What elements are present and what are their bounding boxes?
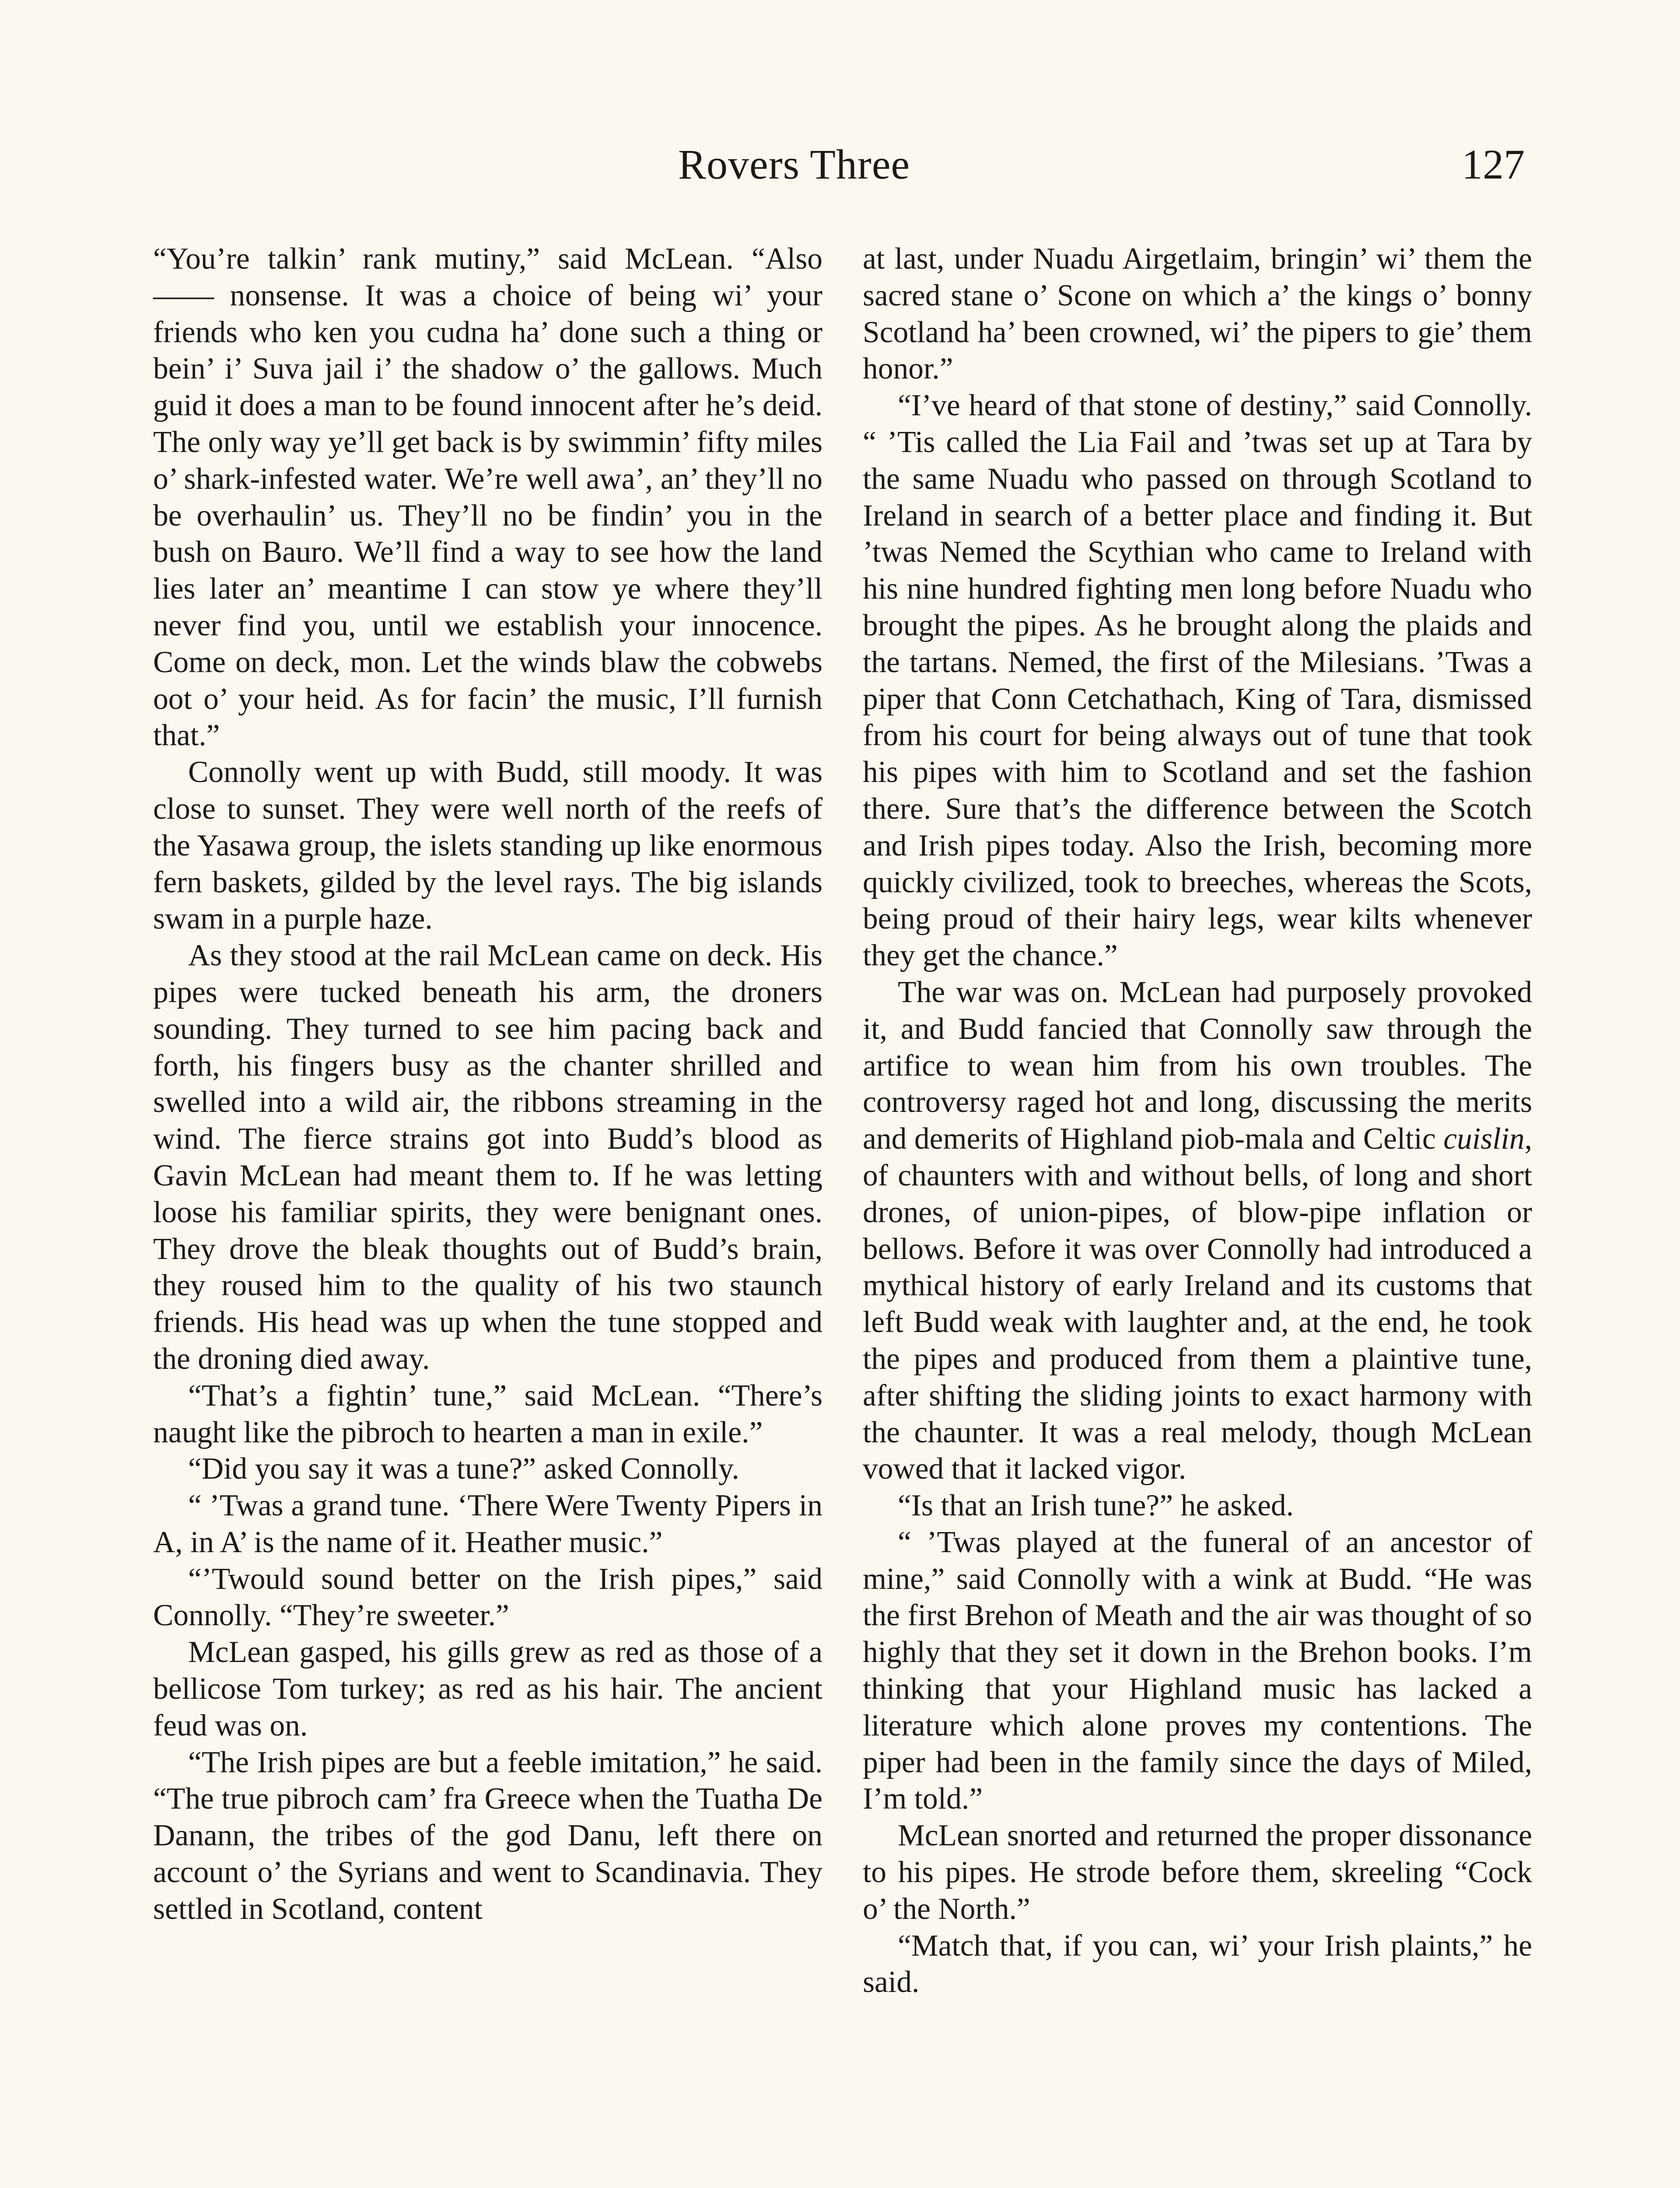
paragraph: “’Twould sound better on the Irish pipes,” said Connolly. “They’re sweeter.” [153, 1562, 822, 1633]
paragraph: “I’ve heard of that stone of destiny,” said Connolly. “ ’Tis called the Lia Fail and ’twas set up at Tara by the same Nuadu who passed on through Scotland to Ireland in search of a better place and finding it. But ’twas Nemed the Scythian who came to Ireland with his nine hundred fighting men long before Nuadu who brought the pipes. As he brought along the plaids and the tartans. Nemed, the first of the Milesians. ’Twas a piper that Conn Cetchathach, King of Tara, dismissed from his court for being always out of tune that took his pipes with him to Scotland and set the fashion there. Sure that’s the difference between the Scotch and Irish pipes today. Also the Irish, becoming more quickly civilized, took to breeches, whereas the Scots, being proud of their hairy legs, wear kilts whenever they get the chance.” [863, 389, 1532, 973]
text-column-right [863, 241, 1532, 2001]
paragraph: “The Irish pipes are but a feeble imitation,” he said. “The true pibroch cam’ fra Greece when the Tuatha De Danann, the tribes of the god Danu, left there on account o’ the Syrians and went to Scandinavia. They settled in Scotland, content [153, 1745, 822, 1926]
running-header [0, 140, 1680, 197]
page-number: 127 [1462, 141, 1525, 188]
paragraph: “ ’Twas a grand tune. ‘There Were Twenty Pipers in A, in A’ is the name of it. Heather music.” [153, 1489, 822, 1559]
paragraph: The war was on. McLean had purposely provoked it, and Budd fancied that Connolly saw through the artifice to wean him from his own troubles. The controversy raged hot and long, discussing the merits and demerits of Highland piob-mala and Celtic cuislin, of chaunters with and without bells, of long and short drones, of union-pipes, of blow-pipe inflation or bellows. Before it was over Connolly had introduced a mythical history of early Ireland and its customs that left Budd weak with laughter and, at the end, he took the pipes and produced from them a plaintive tune, after shifting the sliding joints to exact harmony with the chaunter. It was a real melody, though McLean vowed that it lacked vigor. [863, 975, 1532, 1486]
paragraph: “Did you say it was a tune?” asked Connolly. [188, 1452, 739, 1486]
italic-term: cuislin [1443, 1122, 1525, 1156]
paragraph: “You’re talkin’ rank mutiny,” said McLean. “Also —— nonsense. It was a choice of being wi’ your friends who ken you cudna ha’ done such a thing or bein’ i’ Suva jail i’ the shadow o’ the gallows. Much guid it does a man to be found innocent after he’s deid. The only way ye’ll get back is by swimmin’ fifty miles o’ shark-infested water. We’re well awa’, an’ they’ll no be overhaulin’ us. They’ll no be findin’ you in the bush on Bauro. We’ll find a way to see how the land lies later an’ meantime I can stow ye where they’ll never find you, until we establish your innocence. Come on deck, mon. Let the winds blaw the cobwebs oot o’ your heid. As for facin’ the music, I’ll furnish that.” [153, 242, 822, 753]
paragraph: “Is that an Irish tune?” he asked. [898, 1489, 1294, 1523]
paragraph: McLean gasped, his gills grew as red as those of a bellicose Tom turkey; as red as his hair. The ancient feud was on. [153, 1635, 822, 1743]
paragraph: As they stood at the rail McLean came on deck. His pipes were tucked beneath his arm, the droners sounding. They turned to see him pacing back and forth, his fingers busy as the chanter shrilled and swelled into a wild air, the ribbons streaming in the wind. The fierce strains got into Budd’s blood as Gavin McLean had meant them to. If he was letting loose his familiar spirits, they were benignant ones. They drove the bleak thoughts out of Budd’s brain, they roused him to the quality of his two staunch friends. His head was up when the tune stopped and the droning died away. [153, 939, 822, 1376]
paragraph: Connolly went up with Budd, still moody. It was close to sunset. They were well north of the reefs of the Yasawa group, the islets standing up like enormous fern baskets, gilded by the level rays. The big islands swam in a purple haze. [153, 755, 822, 936]
text-column-left [153, 241, 822, 1928]
paragraph: at last, under Nuadu Airgetlaim, bringin’ wi’ them the sacred stane o’ Scone on which a’ the kings o’ bonny Scotland ha’ been crowned, wi’ the pipers to gie’ them honor.” [863, 242, 1532, 386]
paragraph: “Match that, if you can, wi’ your Irish plaints,” he said. [863, 1929, 1532, 1999]
paragraph: “ ’Twas played at the funeral of an ancestor of mine,” said Connolly with a wink at Budd. “He was the first Brehon of Meath and the air was thought of so highly that they set it down in the Brehon books. I’m thinking that your Highland music has lacked a literature which alone proves my contentions. The piper had been in the family since the days of Miled, I’m told.” [863, 1525, 1532, 1816]
paragraph: McLean snorted and returned the proper dissonance to his pipes. He strode before them, skreeling “Cock o’ the North.” [863, 1819, 1532, 1926]
running-title: Rovers Three [678, 141, 910, 188]
paragraph: “That’s a fightin’ tune,” said McLean. “There’s naught like the pibroch to hearten a man in exile.” [153, 1378, 822, 1449]
